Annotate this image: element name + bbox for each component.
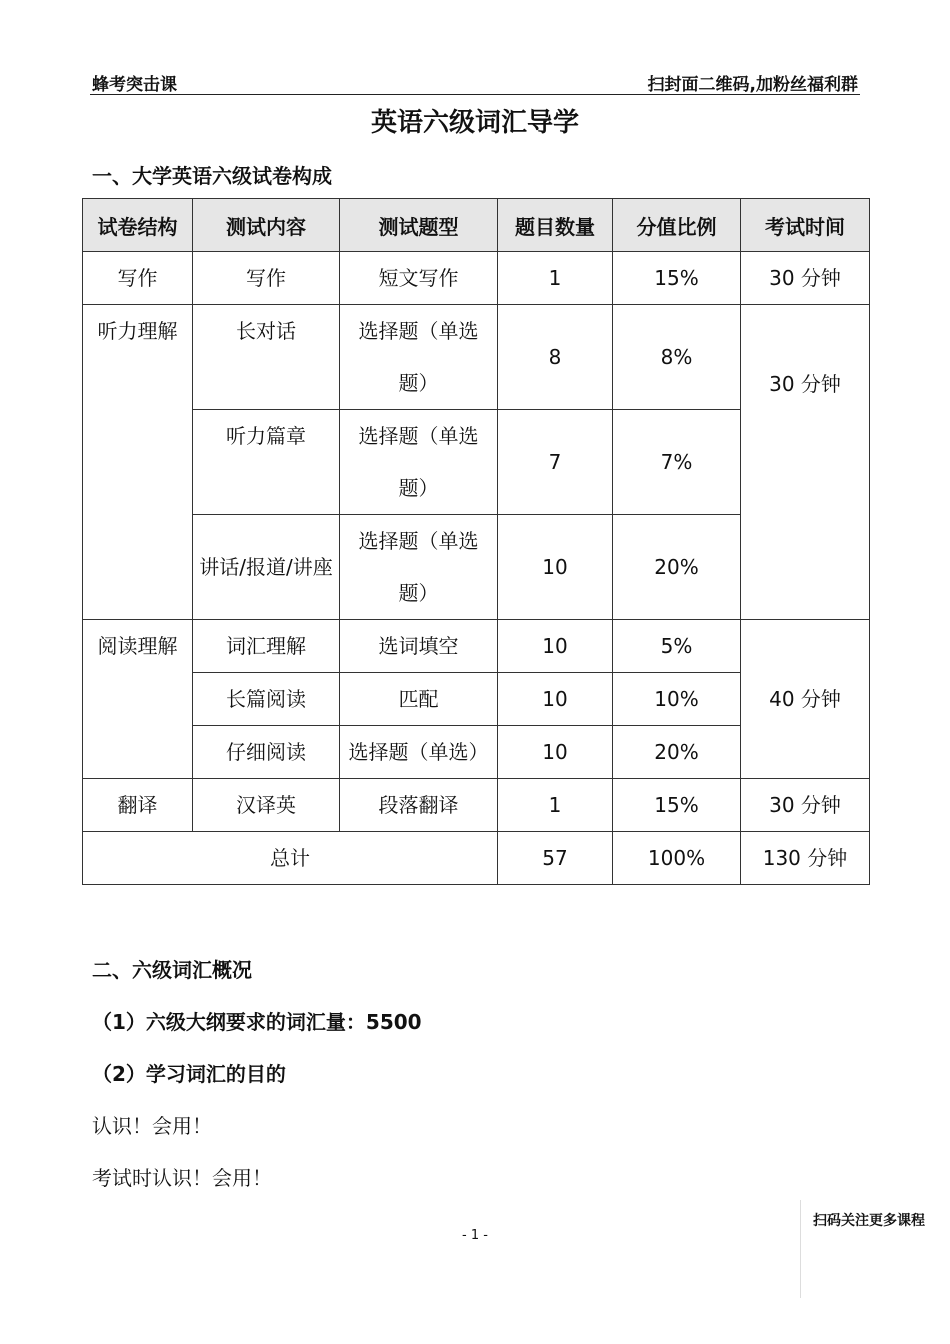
- cell-ratio: 5%: [613, 620, 741, 673]
- exam-structure-table: [82, 198, 870, 885]
- cell-part: 写作: [83, 252, 193, 305]
- cell-time: 30 分钟: [741, 779, 870, 832]
- section-heading-vocab-overview: 二、六级词汇概况: [92, 958, 252, 982]
- cell-time: 130 分钟: [741, 832, 870, 885]
- cell-time: 30 分钟: [741, 252, 870, 305]
- table-total-row: [83, 832, 870, 885]
- page-number: - 1 -: [462, 1228, 488, 1243]
- cell-content: 讲话/报道/讲座: [193, 515, 340, 620]
- cell-content: 长对话: [193, 305, 340, 410]
- cell-type: 选择题（单选题）: [340, 410, 498, 515]
- cell-total-label: 总计: [83, 832, 498, 885]
- cell-count: 8: [498, 305, 613, 410]
- paragraph: 考试时认识！会用！: [92, 1166, 272, 1190]
- vocab-purpose-heading: （2）学习词汇的目的: [92, 1062, 286, 1086]
- cell-content: 长篇阅读: [193, 673, 340, 726]
- cell-content: 写作: [193, 252, 340, 305]
- cell-count: 7: [498, 410, 613, 515]
- page-title: 英语六级词汇导学: [370, 108, 579, 138]
- header-note: 扫封面二维码,加粉丝福利群: [647, 75, 858, 95]
- cell-ratio: 8%: [613, 305, 741, 410]
- column-header: 考试时间: [741, 199, 870, 252]
- vocab-requirement: （1）六级大纲要求的词汇量：5500: [92, 1010, 422, 1034]
- cell-ratio: 20%: [613, 515, 741, 620]
- cell-ratio: 15%: [613, 252, 741, 305]
- section-heading-exam-structure: 一、大学英语六级试卷构成: [92, 164, 332, 188]
- column-header: 试卷结构: [83, 199, 193, 252]
- cell-type: 选择题（单选题）: [340, 515, 498, 620]
- cell-type: 选词填空: [340, 620, 498, 673]
- column-header: 分值比例: [613, 199, 741, 252]
- cell-content: 听力篇章: [193, 410, 340, 515]
- cell-ratio: 10%: [613, 673, 741, 726]
- paragraph: 认识！会用！: [92, 1114, 212, 1138]
- cell-part: 阅读理解: [83, 620, 193, 779]
- cell-type: 匹配: [340, 673, 498, 726]
- cell-count: 57: [498, 832, 613, 885]
- cell-type: 选择题（单选题）: [340, 305, 498, 410]
- header-brand: 蜂考突击课: [92, 75, 177, 95]
- table-row: [83, 305, 870, 410]
- column-header: 测试内容: [193, 199, 340, 252]
- column-header: 题目数量: [498, 199, 613, 252]
- cell-count: 1: [498, 779, 613, 832]
- cell-type: 段落翻译: [340, 779, 498, 832]
- cell-content: 词汇理解: [193, 620, 340, 673]
- cell-time: 30 分钟: [741, 305, 870, 620]
- cell-ratio: 100%: [613, 832, 741, 885]
- table-row: [83, 252, 870, 305]
- cell-count: 10: [498, 515, 613, 620]
- cell-part: 翻译: [83, 779, 193, 832]
- cell-content: 汉译英: [193, 779, 340, 832]
- cell-part: 听力理解: [83, 305, 193, 620]
- cell-type: 短文写作: [340, 252, 498, 305]
- qr-promo-box[interactable]: [800, 1200, 950, 1298]
- cell-type: 选择题（单选）: [340, 726, 498, 779]
- table-row: [83, 620, 870, 673]
- cell-count: 1: [498, 252, 613, 305]
- cell-ratio: 7%: [613, 410, 741, 515]
- cell-count: 10: [498, 726, 613, 779]
- cell-count: 10: [498, 620, 613, 673]
- cell-content: 仔细阅读: [193, 726, 340, 779]
- header-divider: [90, 94, 860, 95]
- cell-ratio: 15%: [613, 779, 741, 832]
- column-header: 测试题型: [340, 199, 498, 252]
- cell-time: 40 分钟: [741, 620, 870, 779]
- table-header-row: [83, 199, 870, 252]
- cell-count: 10: [498, 673, 613, 726]
- table-row: [83, 779, 870, 832]
- cell-ratio: 20%: [613, 726, 741, 779]
- qr-promo-label: 扫码关注更多课程: [813, 1213, 925, 1229]
